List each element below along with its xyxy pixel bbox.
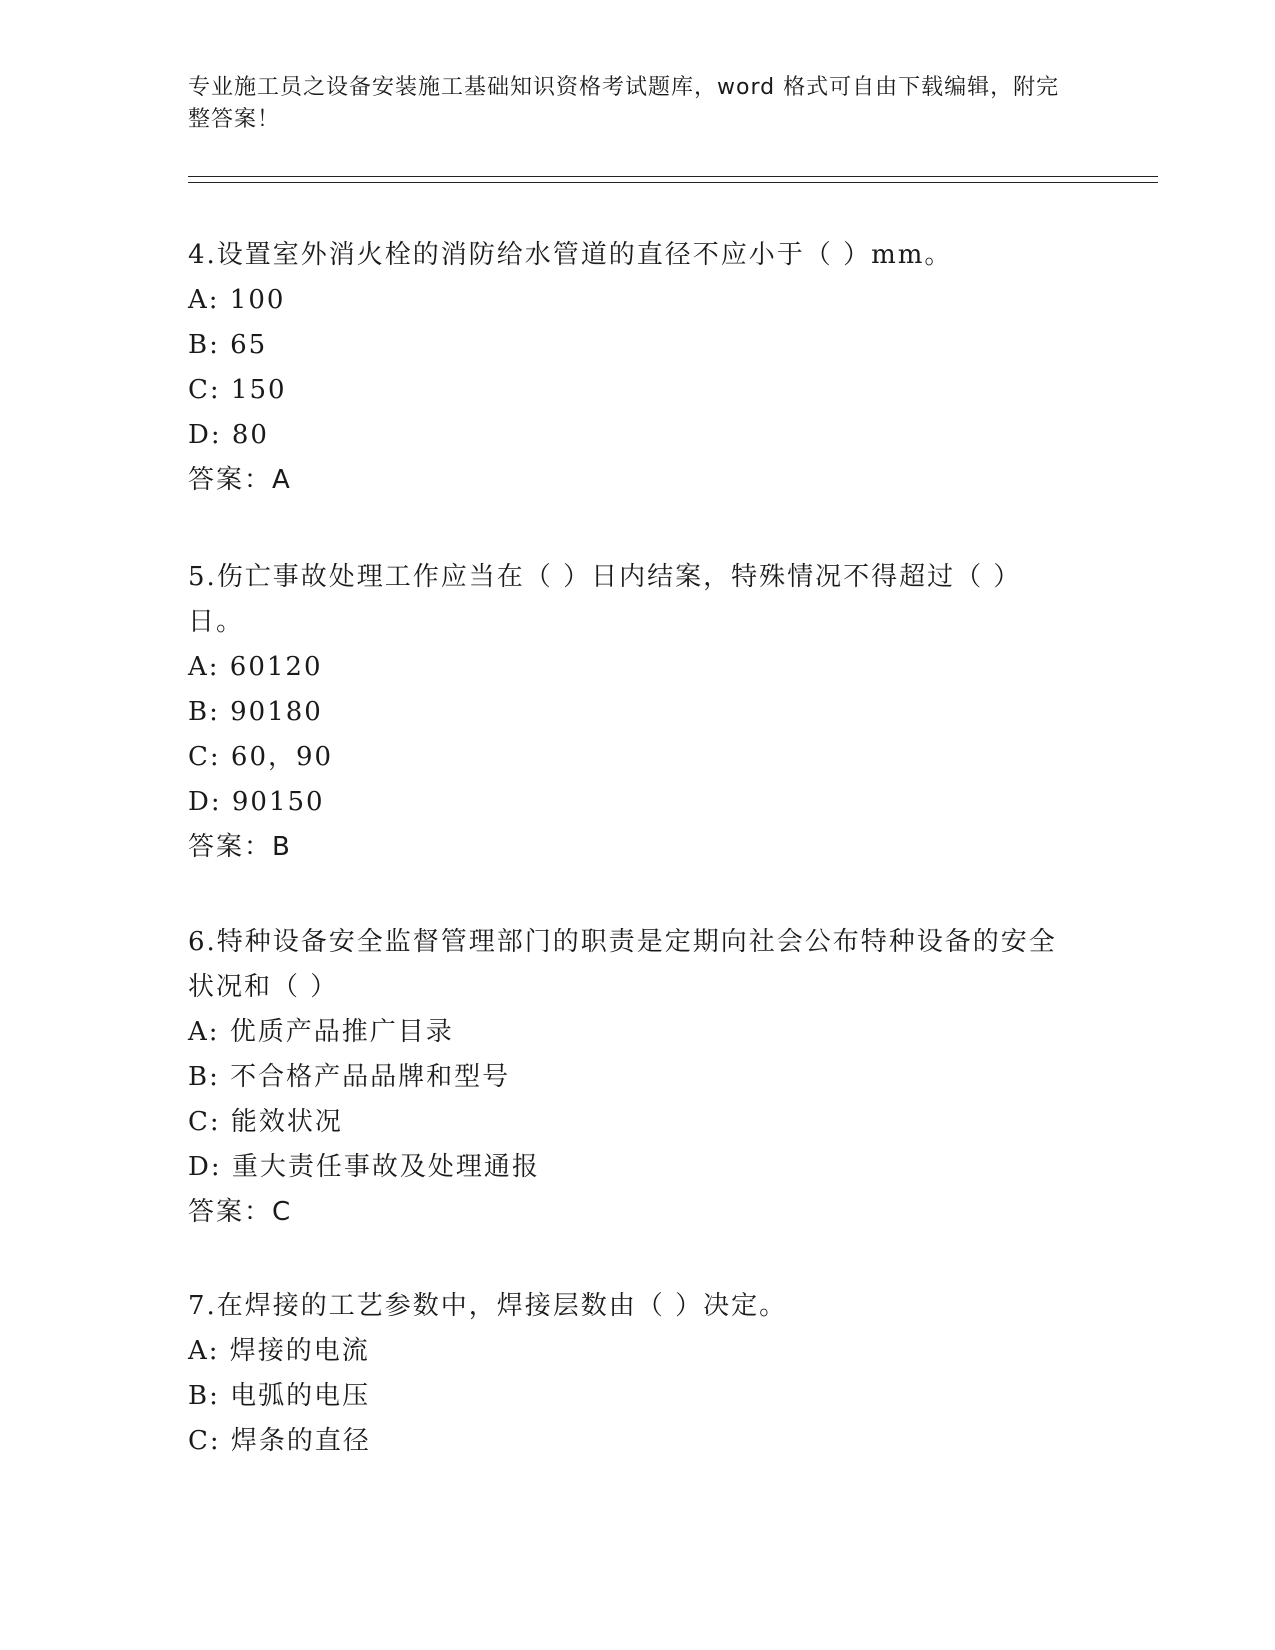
question-7 bbox=[188, 1284, 1068, 1464]
option-d: D: 80 bbox=[188, 420, 269, 450]
option-c: C: 150 bbox=[188, 375, 287, 405]
document-header: 专业施工员之设备安装施工基础知识资格考试题库，word 格式可自由下载编辑，附完整答案！ bbox=[188, 75, 1060, 132]
question-stem: 4.设置室外消火栓的消防给水管道的直径不应小于（ ）mm。 bbox=[188, 240, 953, 270]
option-b: B: 不合格产品品牌和型号 bbox=[188, 1062, 511, 1092]
question-6 bbox=[188, 920, 1068, 1235]
header-divider-top bbox=[188, 176, 1158, 177]
option-d: D: 重大责任事故及处理通报 bbox=[188, 1152, 540, 1182]
option-b: B: 电弧的电压 bbox=[188, 1381, 371, 1411]
option-b: B: 90180 bbox=[188, 697, 323, 727]
answer: 答案：A bbox=[188, 465, 292, 495]
question-stem: 6.特种设备安全监督管理部门的职责是定期向社会公布特种设备的安全状况和（ ） bbox=[188, 927, 1057, 1002]
option-a: A: 优质产品推广目录 bbox=[188, 1017, 454, 1047]
option-b: B: 65 bbox=[188, 330, 268, 360]
option-c: C: 能效状况 bbox=[188, 1107, 343, 1137]
answer: 答案：B bbox=[188, 832, 292, 862]
question-4 bbox=[188, 233, 1068, 503]
option-a: A: 焊接的电流 bbox=[188, 1336, 370, 1366]
question-5 bbox=[188, 555, 1068, 870]
question-stem: 5.伤亡事故处理工作应当在（ ）日内结案，特殊情况不得超过（ ）日。 bbox=[188, 562, 1022, 637]
option-a: A: 60120 bbox=[188, 652, 323, 682]
header-divider-bottom bbox=[188, 182, 1158, 183]
option-c: C: 焊条的直径 bbox=[188, 1426, 371, 1456]
option-c: C: 60，90 bbox=[188, 742, 334, 772]
answer: 答案：C bbox=[188, 1197, 293, 1227]
option-a: A: 100 bbox=[188, 285, 286, 315]
question-stem: 7.在焊接的工艺参数中，焊接层数由（ ）决定。 bbox=[188, 1291, 788, 1321]
option-d: D: 90150 bbox=[188, 787, 325, 817]
